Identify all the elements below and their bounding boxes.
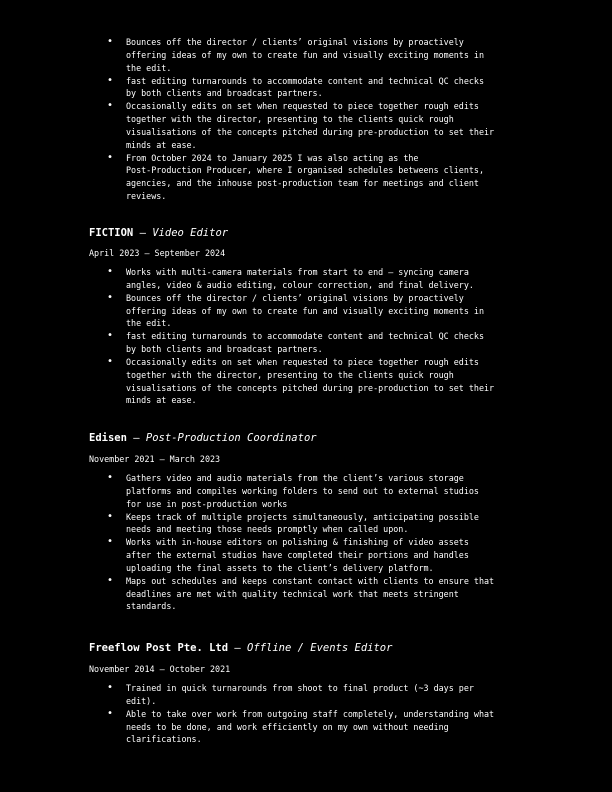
job-role: Video Editor	[152, 227, 229, 239]
list-item: • Works with in-house editors on polishing & finishing of video assets after the external studios have completed their portions and handles uploading the final assets to the client’s delivery platform.	[126, 536, 526, 575]
list-item: • Able to take over work from outgoing staff completely, understanding what needs to be done, and work efficiently on my own without needing clarifications.	[126, 708, 526, 747]
job-dates: April 2023 – September 2024	[89, 248, 226, 258]
job-title	[89, 642, 392, 654]
list-item: • Works with multi-camera materials from start to end – syncing camera angles, video & audio editing, colour correction, and final delivery.	[126, 266, 526, 292]
job-dates: November 2014 – October 2021	[89, 664, 231, 674]
list-item: • Bounces off the director / clients’ original visions by proactively offering ideas of my own to create fun and visually exciting moments in the edit.	[126, 36, 526, 75]
list-item: • Trained in quick turnarounds from shoot to final product (~3 days per edit).	[126, 682, 526, 708]
bullet-list	[126, 472, 526, 613]
job-dates: November 2021 – March 2023	[89, 454, 221, 464]
job-title	[89, 432, 317, 444]
list-item: • fast editing turnarounds to accommodate content and technical QC checks by both clients and broadcast partners.	[126, 330, 526, 356]
job-role: Post-Production Coordinator	[145, 432, 317, 444]
list-item: • Maps out schedules and keeps constant contact with clients to ensure that deadlines are met with quality technical work that meets stringent standards.	[126, 575, 526, 614]
title-separator: —	[228, 642, 248, 654]
company-name: Edisen	[89, 432, 127, 444]
list-item: • Bounces off the director / clients’ original visions by proactively offering ideas of my own to create fun and visually exciting moments in the edit.	[126, 292, 526, 331]
bullet-list	[126, 266, 526, 407]
job-title	[89, 227, 228, 239]
list-item: • From October 2024 to January 2025 I was also acting as the Post-Production Producer, where I organised schedules betweens clients, agencies, and the inhouse post-production team for meetings and client reviews.	[126, 152, 526, 203]
list-item: • Gathers video and audio materials from the client’s various storage platforms and compiles working folders to send out to external studios for use in post-production works	[126, 472, 526, 511]
bullet-list	[126, 36, 526, 203]
list-item: • fast editing turnarounds to accommodate content and technical QC checks by both clients and broadcast partners.	[126, 75, 526, 101]
company-name: Freeflow Post Pte. Ltd	[89, 642, 229, 654]
list-item: • Keeps track of multiple projects simultaneously, anticipating possible needs and meeting those needs promptly when called upon.	[126, 511, 526, 537]
job-role: Offline / Events Editor	[247, 642, 393, 654]
list-item: • Occasionally edits on set when requested to piece together rough edits together with the director, presenting to the clients quick rough visualisations of the concepts pitched during pre-production to set their minds at ease.	[126, 356, 526, 407]
title-separator: —	[126, 432, 146, 444]
company-name: FICTION	[89, 227, 134, 239]
title-separator: —	[133, 227, 153, 239]
list-item: • Occasionally edits on set when requested to piece together rough edits together with the director, presenting to the clients quick rough visualisations of the concepts pitched during pre-production to set their minds at ease.	[126, 100, 526, 151]
bullet-list	[126, 682, 526, 746]
